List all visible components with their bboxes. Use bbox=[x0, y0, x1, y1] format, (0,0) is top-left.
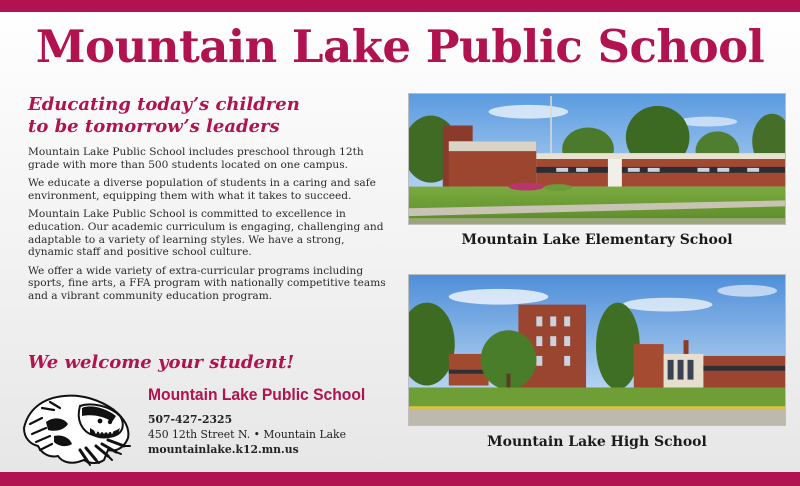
elementary-school-photo bbox=[408, 93, 786, 225]
tagline-line-2: to be tomorrow’s leaders bbox=[28, 116, 280, 137]
high-school-photo bbox=[408, 274, 786, 426]
tagline bbox=[28, 94, 388, 138]
paragraph-extracurricular: We offer a wide variety of extra-curricular programs including sports, fine arts, a FFA program with nationally competitive teams and a vibrant community education program. bbox=[28, 264, 386, 302]
welcome-message: We welcome your student! bbox=[28, 352, 295, 373]
paragraph-enrollment: Mountain Lake Public School includes preschool through 12th grade with more than 500 students located on one campus. bbox=[28, 146, 364, 171]
contact-org-name: Mountain Lake Public School bbox=[148, 385, 366, 404]
wolverine-mascot-icon bbox=[20, 388, 138, 466]
tagline-line-1: Educating today’s children bbox=[28, 94, 300, 115]
page-title: Mountain Lake Public School bbox=[35, 20, 765, 73]
contact-website[interactable]: mountainlake.k12.mn.us bbox=[148, 443, 299, 456]
contact-address: 450 12th Street N. • Mountain Lake bbox=[148, 428, 346, 441]
high-school-caption: Mountain Lake High School bbox=[487, 434, 707, 450]
contact-phone: 507-427-2325 bbox=[148, 413, 233, 426]
contact-block bbox=[148, 384, 398, 457]
paragraph-environment: We educate a diverse population of students in a caring and safe environment, equipping them with what it takes to succeed. bbox=[28, 177, 376, 202]
body-copy bbox=[28, 146, 390, 309]
paragraph-curriculum: Mountain Lake Public School is committed to excellence in education. Our academic curriculum is engaging, challenging and adaptable to a variety of learning styles. We have a strong, dynamic staff and positive school culture. bbox=[28, 208, 384, 259]
elementary-school-caption: Mountain Lake Elementary School bbox=[461, 232, 733, 248]
top-accent-bar bbox=[0, 0, 800, 12]
bottom-accent-bar bbox=[0, 472, 800, 486]
